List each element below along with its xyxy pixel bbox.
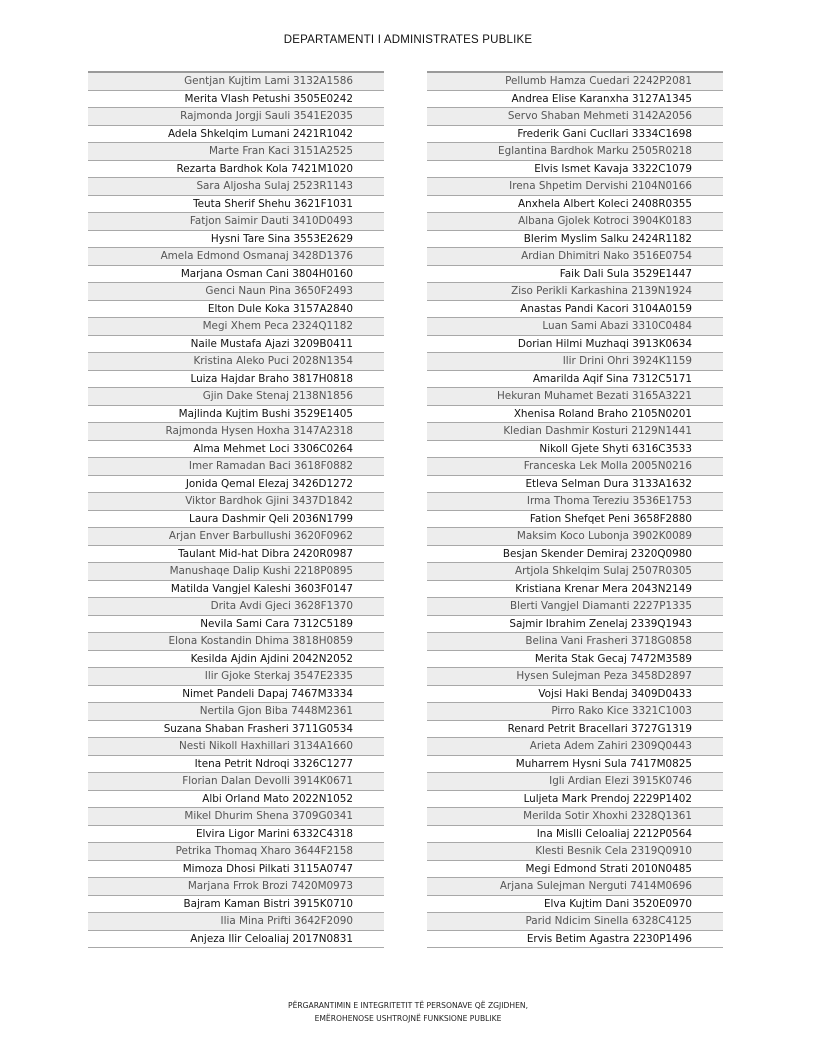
list-item: Elvis Ismet Kavaja 3322C1079 bbox=[427, 161, 723, 179]
list-item: Fation Shefqet Peni 3658F2880 bbox=[427, 511, 723, 529]
list-item: Arjan Enver Barbullushi 3620F0962 bbox=[88, 528, 384, 546]
list-item: Florian Dalan Devolli 3914K0671 bbox=[88, 773, 384, 791]
list-item: Sara Aljosha Sulaj 2523R1143 bbox=[88, 178, 384, 196]
list-item: Ziso Perikli Karkashina 2139N1924 bbox=[427, 283, 723, 301]
list-item: Blerim Myslim Salku 2424R1182 bbox=[427, 231, 723, 249]
list-item: Ervis Betim Agastra 2230P1496 bbox=[427, 931, 723, 949]
list-item: Bajram Kaman Bistri 3915K0710 bbox=[88, 896, 384, 914]
list-item: Ilir Drini Ohri 3924K1159 bbox=[427, 353, 723, 371]
list-item: Viktor Bardhok Gjini 3437D1842 bbox=[88, 493, 384, 511]
list-item: Irena Shpetim Dervishi 2104N0166 bbox=[427, 178, 723, 196]
list-item: Hekuran Muhamet Bezati 3165A3221 bbox=[427, 388, 723, 406]
list-item: Naile Mustafa Ajazi 3209B0411 bbox=[88, 336, 384, 354]
list-item: Irma Thoma Tereziu 3536E1753 bbox=[427, 493, 723, 511]
footer-line-1: PËRGARANTIMIN E INTEGRITETIT TË PERSONAVE QË ZGJIDHEN, bbox=[288, 1001, 528, 1010]
list-item: Mikel Dhurim Shena 3709G0341 bbox=[88, 808, 384, 826]
footer-line-2: EMËROHENOSE USHTROJNË FUNKSIONE PUBLIKE bbox=[314, 1014, 502, 1023]
list-item: Kristiana Krenar Mera 2043N2149 bbox=[427, 581, 723, 599]
list-item: Albi Orland Mato 2022N1052 bbox=[88, 791, 384, 809]
list-item: Muharrem Hysni Sula 7417M0825 bbox=[427, 756, 723, 774]
list-item: Genci Naun Pina 3650F2493 bbox=[88, 283, 384, 301]
list-item: Sajmir Ibrahim Zenelaj 2339Q1943 bbox=[427, 616, 723, 634]
list-item: Albana Gjolek Kotroci 3904K0183 bbox=[427, 213, 723, 231]
list-item: Igli Ardian Elezi 3915K0746 bbox=[427, 773, 723, 791]
right-name-list bbox=[427, 71, 723, 948]
list-item: Itena Petrit Ndroqi 3326C1277 bbox=[88, 756, 384, 774]
list-item: Vojsi Haki Bendaj 3409D0433 bbox=[427, 686, 723, 704]
list-item: Elona Kostandin Dhima 3818H0859 bbox=[88, 633, 384, 651]
list-item: Ina Mislli Celoaliaj 2212P0564 bbox=[427, 826, 723, 844]
list-item: Artjola Shkelqim Sulaj 2507R0305 bbox=[427, 563, 723, 581]
list-item: Merilda Sotir Xhoxhi 2328Q1361 bbox=[427, 808, 723, 826]
list-item: Luljeta Mark Prendoj 2229P1402 bbox=[427, 791, 723, 809]
list-item: Majlinda Kujtim Bushi 3529E1405 bbox=[88, 406, 384, 424]
list-item: Ilia Mina Prifti 3642F2090 bbox=[88, 913, 384, 931]
list-item: Etleva Selman Dura 3133A1632 bbox=[427, 476, 723, 494]
list-item: Mimoza Dhosi Pilkati 3115A0747 bbox=[88, 861, 384, 879]
list-item: Dorian Hilmi Muzhaqi 3913K0634 bbox=[427, 336, 723, 354]
list-item: Ilir Gjoke Sterkaj 3547E2335 bbox=[88, 668, 384, 686]
list-item: Anxhela Albert Koleci 2408R0355 bbox=[427, 196, 723, 214]
list-item: Frederik Gani Cucllari 3334C1698 bbox=[427, 126, 723, 144]
list-item: Rajmonda Hysen Hoxha 3147A2318 bbox=[88, 423, 384, 441]
list-item: Adela Shkelqim Lumani 2421R1042 bbox=[88, 126, 384, 144]
list-item: Kesilda Ajdin Ajdini 2042N2052 bbox=[88, 651, 384, 669]
list-item: Fatjon Saimir Dauti 3410D0493 bbox=[88, 213, 384, 231]
list-item: Marjana Frrok Brozi 7420M0973 bbox=[88, 878, 384, 896]
list-item: Marjana Osman Cani 3804H0160 bbox=[88, 266, 384, 284]
list-item: Imer Ramadan Baci 3618F0882 bbox=[88, 458, 384, 476]
list-item: Anjeza Ilir Celoaliaj 2017N0831 bbox=[88, 931, 384, 949]
list-item: Hysni Tare Sina 3553E2629 bbox=[88, 231, 384, 249]
list-item: Belina Vani Frasheri 3718G0858 bbox=[427, 633, 723, 651]
list-item: Faik Dali Sula 3529E1447 bbox=[427, 266, 723, 284]
page-footer bbox=[0, 999, 816, 1025]
list-item: Rajmonda Jorgji Sauli 3541E2035 bbox=[88, 108, 384, 126]
list-item: Nevila Sami Cara 7312C5189 bbox=[88, 616, 384, 634]
list-item: Xhenisa Roland Braho 2105N0201 bbox=[427, 406, 723, 424]
list-item: Arjana Sulejman Nerguti 7414M0696 bbox=[427, 878, 723, 896]
list-item: Taulant Mid-hat Dibra 2420R0987 bbox=[88, 546, 384, 564]
list-item: Jonida Qemal Elezaj 3426D1272 bbox=[88, 476, 384, 494]
list-item: Arieta Adem Zahiri 2309Q0443 bbox=[427, 738, 723, 756]
list-item: Suzana Shaban Frasheri 3711G0534 bbox=[88, 721, 384, 739]
list-item: Rezarta Bardhok Kola 7421M1020 bbox=[88, 161, 384, 179]
list-item: Nesti Nikoll Haxhillari 3134A1660 bbox=[88, 738, 384, 756]
list-item: Merita Stak Gecaj 7472M3589 bbox=[427, 651, 723, 669]
list-item: Marte Fran Kaci 3151A2525 bbox=[88, 143, 384, 161]
list-item: Anastas Pandi Kacori 3104A0159 bbox=[427, 301, 723, 319]
left-name-list bbox=[88, 71, 384, 948]
list-item: Luiza Hajdar Braho 3817H0818 bbox=[88, 371, 384, 389]
list-item: Drita Avdi Gjeci 3628F1370 bbox=[88, 598, 384, 616]
list-item: Amarilda Aqif Sina 7312C5171 bbox=[427, 371, 723, 389]
list-item: Gjin Dake Stenaj 2138N1856 bbox=[88, 388, 384, 406]
list-item: Laura Dashmir Qeli 2036N1799 bbox=[88, 511, 384, 529]
list-item: Teuta Sherif Shehu 3621F1031 bbox=[88, 196, 384, 214]
list-item: Kledian Dashmir Kosturi 2129N1441 bbox=[427, 423, 723, 441]
list-item: Besjan Skender Demiraj 2320Q0980 bbox=[427, 546, 723, 564]
list-item: Servo Shaban Mehmeti 3142A2056 bbox=[427, 108, 723, 126]
list-item: Parid Ndicim Sinella 6328C4125 bbox=[427, 913, 723, 931]
list-item: Nimet Pandeli Dapaj 7467M3334 bbox=[88, 686, 384, 704]
list-item: Elvira Ligor Marini 6332C4318 bbox=[88, 826, 384, 844]
list-item: Pirro Rako Kice 3321C1003 bbox=[427, 703, 723, 721]
list-item: Elva Kujtim Dani 3520E0970 bbox=[427, 896, 723, 914]
list-item: Klesti Besnik Cela 2319Q0910 bbox=[427, 843, 723, 861]
list-item: Gentjan Kujtim Lami 3132A1586 bbox=[88, 73, 384, 91]
list-item: Amela Edmond Osmanaj 3428D1376 bbox=[88, 248, 384, 266]
list-item: Renard Petrit Bracellari 3727G1319 bbox=[427, 721, 723, 739]
list-item: Maksim Koco Lubonja 3902K0089 bbox=[427, 528, 723, 546]
list-item: Alma Mehmet Loci 3306C0264 bbox=[88, 441, 384, 459]
list-item: Luan Sami Abazi 3310C0484 bbox=[427, 318, 723, 336]
page-title: DEPARTAMENTI I ADMINISTRATES PUBLIKE bbox=[283, 34, 533, 46]
list-item: Manushaqe Dalip Kushi 2218P0895 bbox=[88, 563, 384, 581]
list-item: Matilda Vangjel Kaleshi 3603F0147 bbox=[88, 581, 384, 599]
list-item: Elton Dule Koka 3157A2840 bbox=[88, 301, 384, 319]
list-item: Nikoll Gjete Shyti 6316C3533 bbox=[427, 441, 723, 459]
list-item: Nertila Gjon Biba 7448M2361 bbox=[88, 703, 384, 721]
list-item: Andrea Elise Karanxha 3127A1345 bbox=[427, 91, 723, 109]
list-item: Kristina Aleko Puci 2028N1354 bbox=[88, 353, 384, 371]
list-item: Pellumb Hamza Cuedari 2242P2081 bbox=[427, 73, 723, 91]
list-item: Eglantina Bardhok Marku 2505R0218 bbox=[427, 143, 723, 161]
list-item: Ardian Dhimitri Nako 3516E0754 bbox=[427, 248, 723, 266]
list-item: Merita Vlash Petushi 3505E0242 bbox=[88, 91, 384, 109]
list-item: Blerti Vangjel Diamanti 2227P1335 bbox=[427, 598, 723, 616]
list-item: Petrika Thomaq Xharo 3644F2158 bbox=[88, 843, 384, 861]
list-item: Megi Xhem Peca 2324Q1182 bbox=[88, 318, 384, 336]
list-item: Megi Edmond Strati 2010N0485 bbox=[427, 861, 723, 879]
list-item: Hysen Sulejman Peza 3458D2897 bbox=[427, 668, 723, 686]
list-item: Franceska Lek Molla 2005N0216 bbox=[427, 458, 723, 476]
